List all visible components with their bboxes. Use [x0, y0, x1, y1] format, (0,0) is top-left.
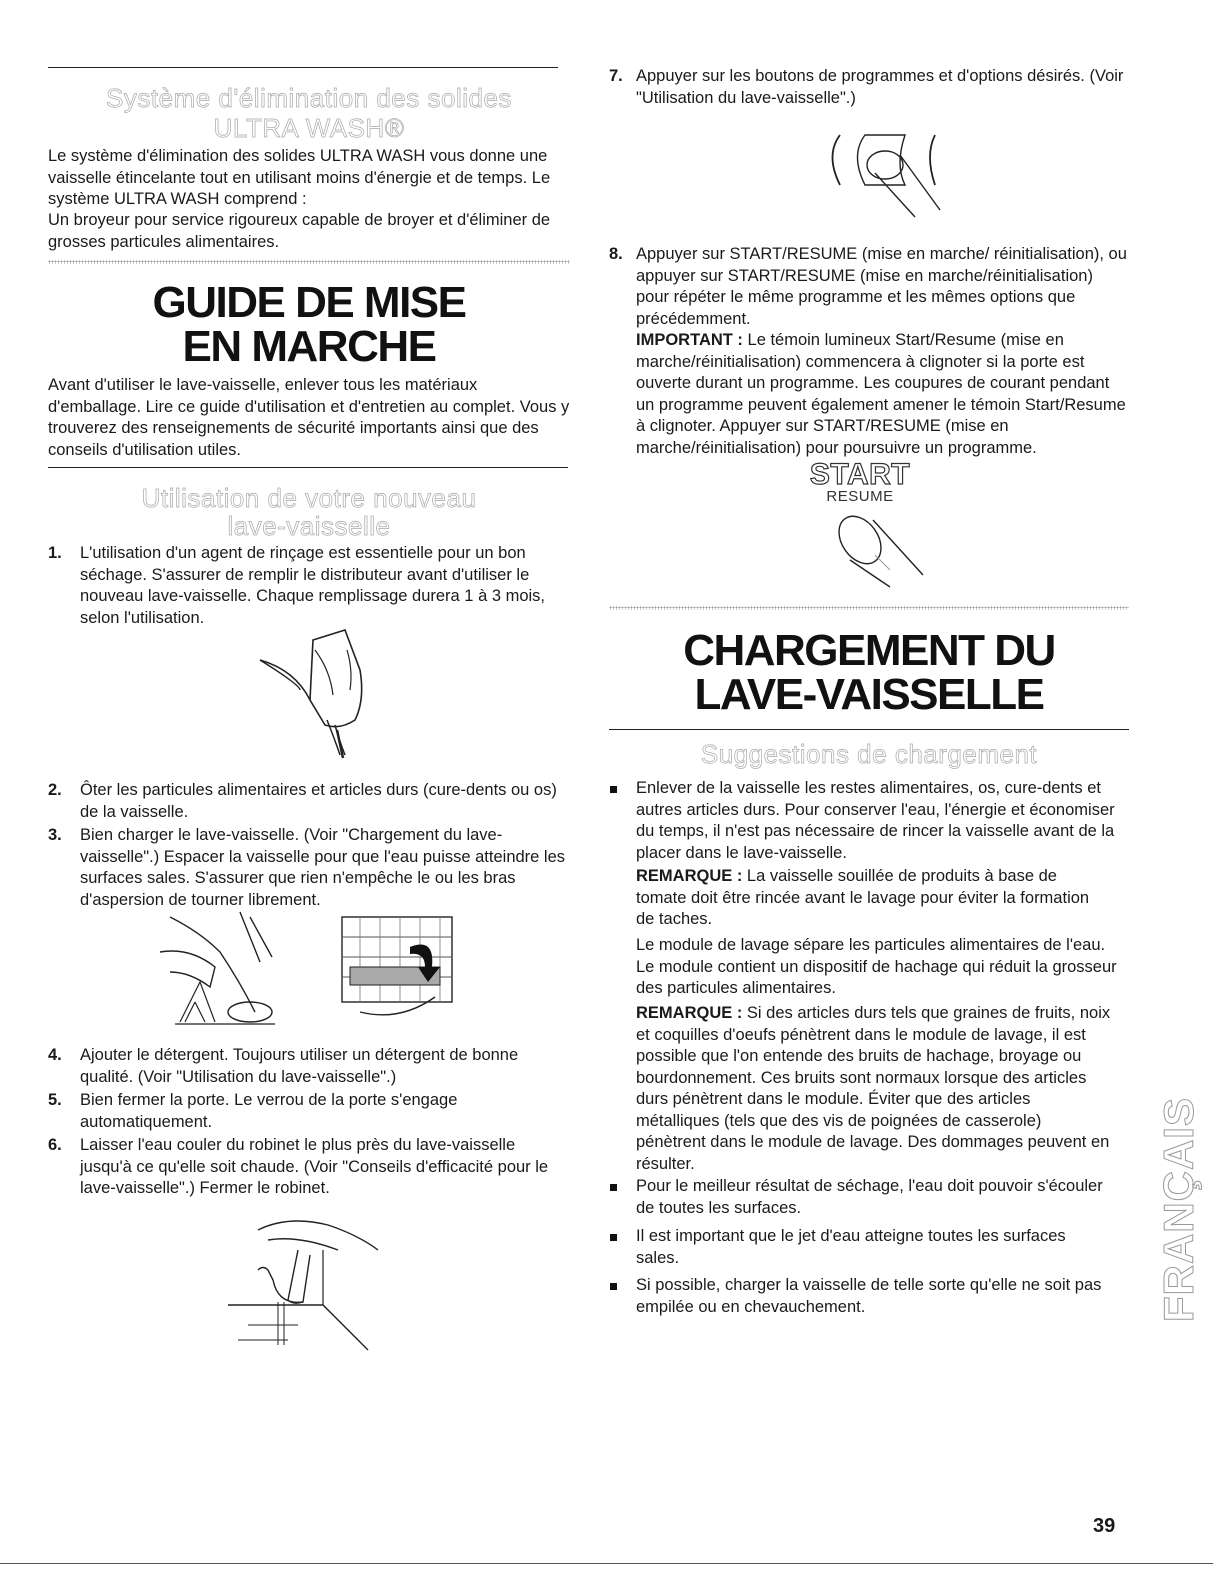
- important-paragraph: [636, 330, 1128, 459]
- bullet-3: [610, 1234, 617, 1241]
- faucet-illustration: [228, 1210, 388, 1350]
- section-title-suggestions: Suggestions de chargement: [700, 739, 1038, 769]
- step-6-text: Laisser l'eau couler du robinet le plus près du lave-vaisselle jusqu'à ce qu'elle soit chaude. (Voir "Conseils d'efficacité pour le lave-vaisselle".) Fermer le robinet.: [80, 1136, 549, 1197]
- step-4-text: Ajouter le détergent. Toujours utiliser un détergent de bonne qualité. (Voir "Utilisation du lave-vaisselle".): [80, 1046, 519, 1086]
- bottom-rule: [0, 1563, 1213, 1564]
- section-title-ultra-wash-l1: Système d'élimination des solides: [106, 83, 512, 113]
- side-tab-francais: FRANÇAIS: [1155, 1097, 1202, 1323]
- step-7-number: 7.: [609, 67, 623, 85]
- rinse-aid-bottle-illustration: [255, 630, 365, 760]
- heading-guide-l2: EN MARCHE: [182, 322, 436, 371]
- step-2-text: Ôter les particules alimentaires et articles durs (cure-dents ou os) de la vaisselle.: [80, 781, 557, 821]
- remarque-1-label: REMARQUE :: [636, 867, 743, 885]
- important-text: Le témoin lumineux Start/Resume (mise en marche/réinitialisation) commencera à clignoter si la porte est ouverte durant un programme. Les coupures de courant pendant un programme peuvent également amener le témoin Start/Resume à clignoter. Appuyer sur START/RESUME (mise en marche/réinitialisation) pour poursuivre un programme.: [636, 331, 1126, 457]
- start-label: START: [809, 458, 911, 491]
- step-4-number: 4.: [48, 1046, 62, 1064]
- step-5-text: Bien fermer la porte. Le verrou de la porte s'engage automatiquement.: [80, 1091, 458, 1131]
- resume-label: RESUME: [826, 488, 894, 505]
- button-press-illustration: [820, 125, 955, 225]
- dotted-divider-right: [609, 606, 1129, 610]
- rule-left-2: [48, 467, 568, 468]
- step-5-number: 5.: [48, 1091, 62, 1109]
- remarque-2-label: REMARQUE :: [636, 1004, 743, 1022]
- start-finger-illustration: [835, 505, 925, 590]
- module-paragraph: Le module de lavage sépare les particules alimentaires de l'eau. Le module contient un dispositif de hachage qui réduit la grosseur des particules alimentaires.: [636, 936, 1117, 997]
- rule-right: [609, 729, 1129, 730]
- loading-dishes-illustration: [160, 912, 285, 1027]
- page-number: 39: [1093, 1515, 1116, 1537]
- step-3-text: Bien charger le lave-vaisselle. (Voir "Chargement du lave-vaisselle".) Espacer la vaisselle pour que l'eau puisse atteindre les surfaces sales. S'assurer que rien n'empêche le ou les bras d'aspersion de tourner librement.: [80, 826, 566, 909]
- step-1-text: L'utilisation d'un agent de rinçage est essentielle pour un bon séchage. S'assurer de remplir le distributeur avant d'utiliser le nouveau lave-vaisselle. Chaque remplissage durera 1 à 3 mois, selon l'utilisation.: [80, 544, 546, 627]
- bullet-2: [610, 1184, 617, 1191]
- top-rule-left: [48, 67, 558, 68]
- intro-paragraph: Avant d'utiliser le lave-vaisselle, enlever tous les matériaux d'emballage. Lire ce guide d'utilisation et d'entretien au complet. Vous y trouverez des renseignements de sécurité importants ainsi que des conseils d'utilisation utiles.: [48, 376, 570, 459]
- step-8-text: Appuyer sur START/RESUME (mise en marche/ réinitialisation), ou appuyer sur START/RESUME (mise en marche/réinitialisation) pour répéter le même programme et les mêmes options que précédemment.: [636, 245, 1127, 328]
- bullet-2-text: Pour le meilleur résultat de séchage, l'eau doit pouvoir s'écouler de toutes les surfaces.: [636, 1177, 1103, 1217]
- bullet-4-text: Si possible, charger la vaisselle de telle sorte qu'elle ne soit pas empilée ou en chevauchement.: [636, 1276, 1102, 1316]
- step-6-number: 6.: [48, 1136, 62, 1154]
- bullet-4: [610, 1283, 617, 1290]
- bullet-3-text: Il est important que le jet d'eau atteigne toutes les surfaces sales.: [636, 1227, 1066, 1267]
- step-7-text: Appuyer sur les boutons de programmes et d'options désirés. (Voir "Utilisation du lave-vaisselle".): [636, 67, 1124, 107]
- heading-guide-l1: GUIDE DE MISE: [152, 278, 466, 327]
- bullet-1-text: Enlever de la vaisselle les restes alimentaires, os, cure-dents et autres articles durs. Pour conserver l'eau, l'énergie et économiser du temps, il n'est pas nécessaire de rincer la vaisselle avant de la placer dans le lave-vaisselle.: [636, 779, 1115, 862]
- step-3-number: 3.: [48, 826, 62, 844]
- step-8-number: 8.: [609, 245, 623, 263]
- remarque-2-text: Si des articles durs tels que graines de fruits, noix et coquilles d'oeufs pénètrent dans le module de lavage, il est possible que l'on entende des bruits de hachage, broyage ou bourdonnement. Ces bruits sont normaux lorsque des articles durs pénètrent dans le module. Éviter que des articles métalliques (tels que des vis de poignées de casserole) pénètrent dans le module de lavage. Des dommages peuvent en résulter.: [636, 1004, 1111, 1173]
- step-1-number: 1.: [48, 544, 62, 562]
- section-title-utilisation-l1: Utilisation de votre nouveau: [141, 483, 477, 513]
- step-2-number: 2.: [48, 781, 62, 799]
- ultra-wash-paragraph-2: Un broyeur pour service rigoureux capable de broyer et d'éliminer de grosses particules alimentaires.: [48, 211, 551, 251]
- bullet-1: [610, 786, 617, 793]
- remarque-1-text: La vaisselle souillée de produits à base de tomate doit être rincée avant le lavage pour éviter la formation de taches.: [636, 867, 1090, 928]
- dotted-divider-left: [48, 260, 570, 264]
- section-title-utilisation-l2: lave-vaisselle: [227, 511, 391, 541]
- heading-chargement-l1: CHARGEMENT DU: [683, 626, 1055, 675]
- heading-chargement-l2: LAVE-VAISSELLE: [694, 670, 1044, 719]
- section-title-ultra-wash-l2: ULTRA WASH®: [213, 113, 405, 143]
- remarque-1: [636, 866, 1106, 931]
- ultra-wash-paragraph: Le système d'élimination des solides ULTRA WASH vous donne une vaisselle étincelante tout en utilisant moins d'énergie et de temps. Le système ULTRA WASH comprend :: [48, 147, 551, 208]
- important-label: IMPORTANT :: [636, 331, 743, 349]
- remarque-2: [636, 1003, 1111, 1175]
- spray-arm-illustration: [340, 912, 460, 1027]
